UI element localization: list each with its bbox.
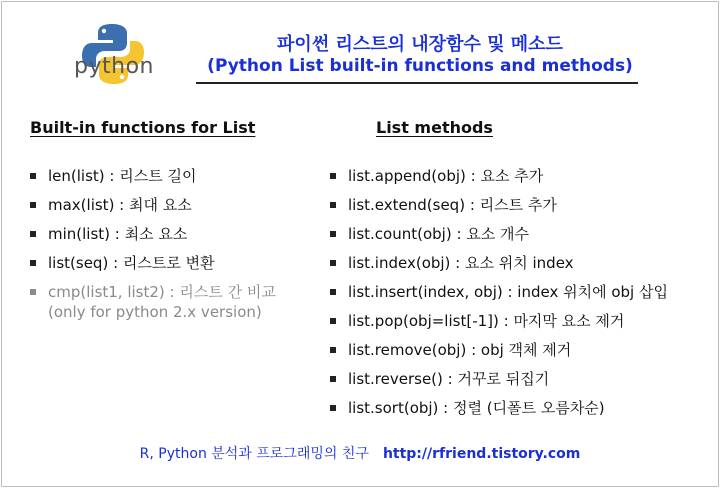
bullet-icon <box>330 231 336 237</box>
builtins-list <box>30 166 276 322</box>
list-item: list.extend(seq) : 리스트 추가 <box>330 195 668 224</box>
bullet-icon <box>330 202 336 208</box>
bullet-icon <box>30 289 36 295</box>
page-title-english: (Python List built-in functions and methods) <box>207 56 633 76</box>
list-item: list.pop(obj=list[-1]) : 마지막 요소 제거 <box>330 311 668 340</box>
footer <box>0 443 720 463</box>
bullet-icon <box>30 231 36 237</box>
footer-tagline: R, Python 분석과 프로그래밍의 친구 <box>139 446 369 462</box>
python-wordmark: python <box>74 54 154 79</box>
page-title-korean: 파이썬 리스트의 내장함수 및 메소드 <box>277 34 563 55</box>
bullet-icon <box>330 318 336 324</box>
methods-heading: List methods <box>376 118 493 137</box>
list-item: list.index(obj) : 요소 위치 index <box>330 253 668 282</box>
list-item: list.insert(index, obj) : index 위치에 obj 삽입 <box>330 282 668 311</box>
list-item: list.count(obj) : 요소 개수 <box>330 224 668 253</box>
bullet-icon <box>330 173 336 179</box>
list-item: list.remove(obj) : obj 객체 제거 <box>330 340 668 369</box>
list-item: list(seq) : 리스트로 변환 <box>30 253 276 282</box>
list-item: min(list) : 최소 요소 <box>30 224 276 253</box>
bullet-icon <box>30 202 36 208</box>
title-divider <box>196 82 638 84</box>
list-item: len(list) : 리스트 길이 <box>30 166 276 195</box>
footer-url-link[interactable]: http://rfriend.tistory.com <box>382 446 581 462</box>
list-item: list.reverse() : 거꾸로 뒤집기 <box>330 369 668 398</box>
bullet-icon <box>30 173 36 179</box>
list-item: max(list) : 최대 요소 <box>30 195 276 224</box>
bullet-icon <box>330 289 336 295</box>
bullet-icon <box>30 260 36 266</box>
bullet-icon <box>330 376 336 382</box>
list-item: list.append(obj) : 요소 추가 <box>330 166 668 195</box>
bullet-icon <box>330 260 336 266</box>
list-item: list.sort(obj) : 정렬 (디폴트 오름차순) <box>330 398 668 427</box>
builtins-heading: Built-in functions for List <box>30 118 256 137</box>
bullet-icon <box>330 405 336 411</box>
bullet-icon <box>330 347 336 353</box>
methods-list <box>330 166 668 427</box>
deprecated-item: cmp(list1, list2) : 리스트 간 비교 (only for python 2.x version) <box>30 282 276 322</box>
